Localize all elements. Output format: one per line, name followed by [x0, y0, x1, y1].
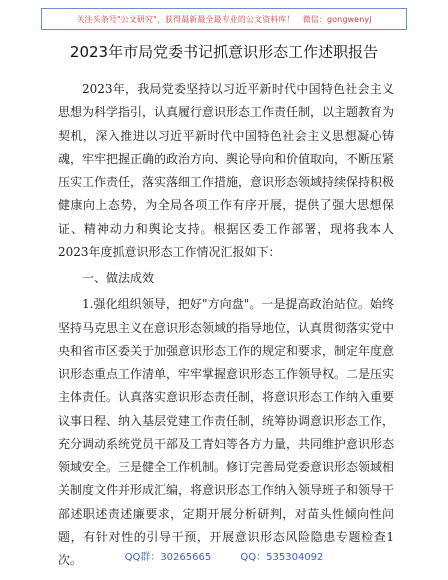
banner-text: 关注头条号"公文研究"，获得最新最全最专业的公文资料库！ 微信：gongwenyj	[76, 14, 372, 24]
footer-qq-group: QQ群：30265665	[124, 552, 212, 563]
document-title: 2023年市局党委书记抓意识形态工作述职报告	[69, 43, 379, 61]
header-banner	[41, 8, 407, 30]
footer-contact	[0, 548, 448, 563]
document-body	[58, 78, 394, 572]
footer-qq: QQ：535304092	[240, 552, 324, 563]
intro-paragraph: 2023年，我局党委坚持以习近平新时代中国特色社会主义思想为科学指引，认真履行意识形态工作责任制，以主题教育为契机，深入推进以习近平新时代中国特色社会主义思想凝心铸魂，牢牢把握正确的政治方向、舆论导向和价值取向，不断压紧压实工作责任，落实落细工作措施，意识形态领域持续保持积极健康向上态势，为全局各项工作有序开展，提供了强大思想保证、精神动力和舆论支持。根据区委工作部署，现将我本人2023年度抓意识形态工作情况汇报如下：	[58, 82, 395, 259]
section-heading: 一、做法成效	[82, 271, 155, 285]
body-paragraph: 1.强化组织领导，把好"方向盘"。一是提高政治站位。始终坚持马克思主义在意识形态领域的指导地位，认真贯彻落实党中央和省市区委关于加强意识形态工作的规定和要求，制定年度意识形态重点工作清单，牢牢掌握意识形态工作领导权。二是压实主体责任。认真落实意识形态责任制，将意识形态工作纳入重要议事日程、纳入基层党建工作责任制，统筹协调意识形态工作，充分调动系统党员干部及工青妇等各方力量，共同维护意识形态领域安全。三是健全工作机制。修订完善局党委意识形态领域相关制度文件并形成汇编，将意识形态工作纳入领导班子和领导干部述职述责述廉要求，定期开展分析研判，对苗头性倾向性问题，有针对性的引导干预，开展意识形态风险隐患专题检查1次。	[58, 297, 395, 567]
